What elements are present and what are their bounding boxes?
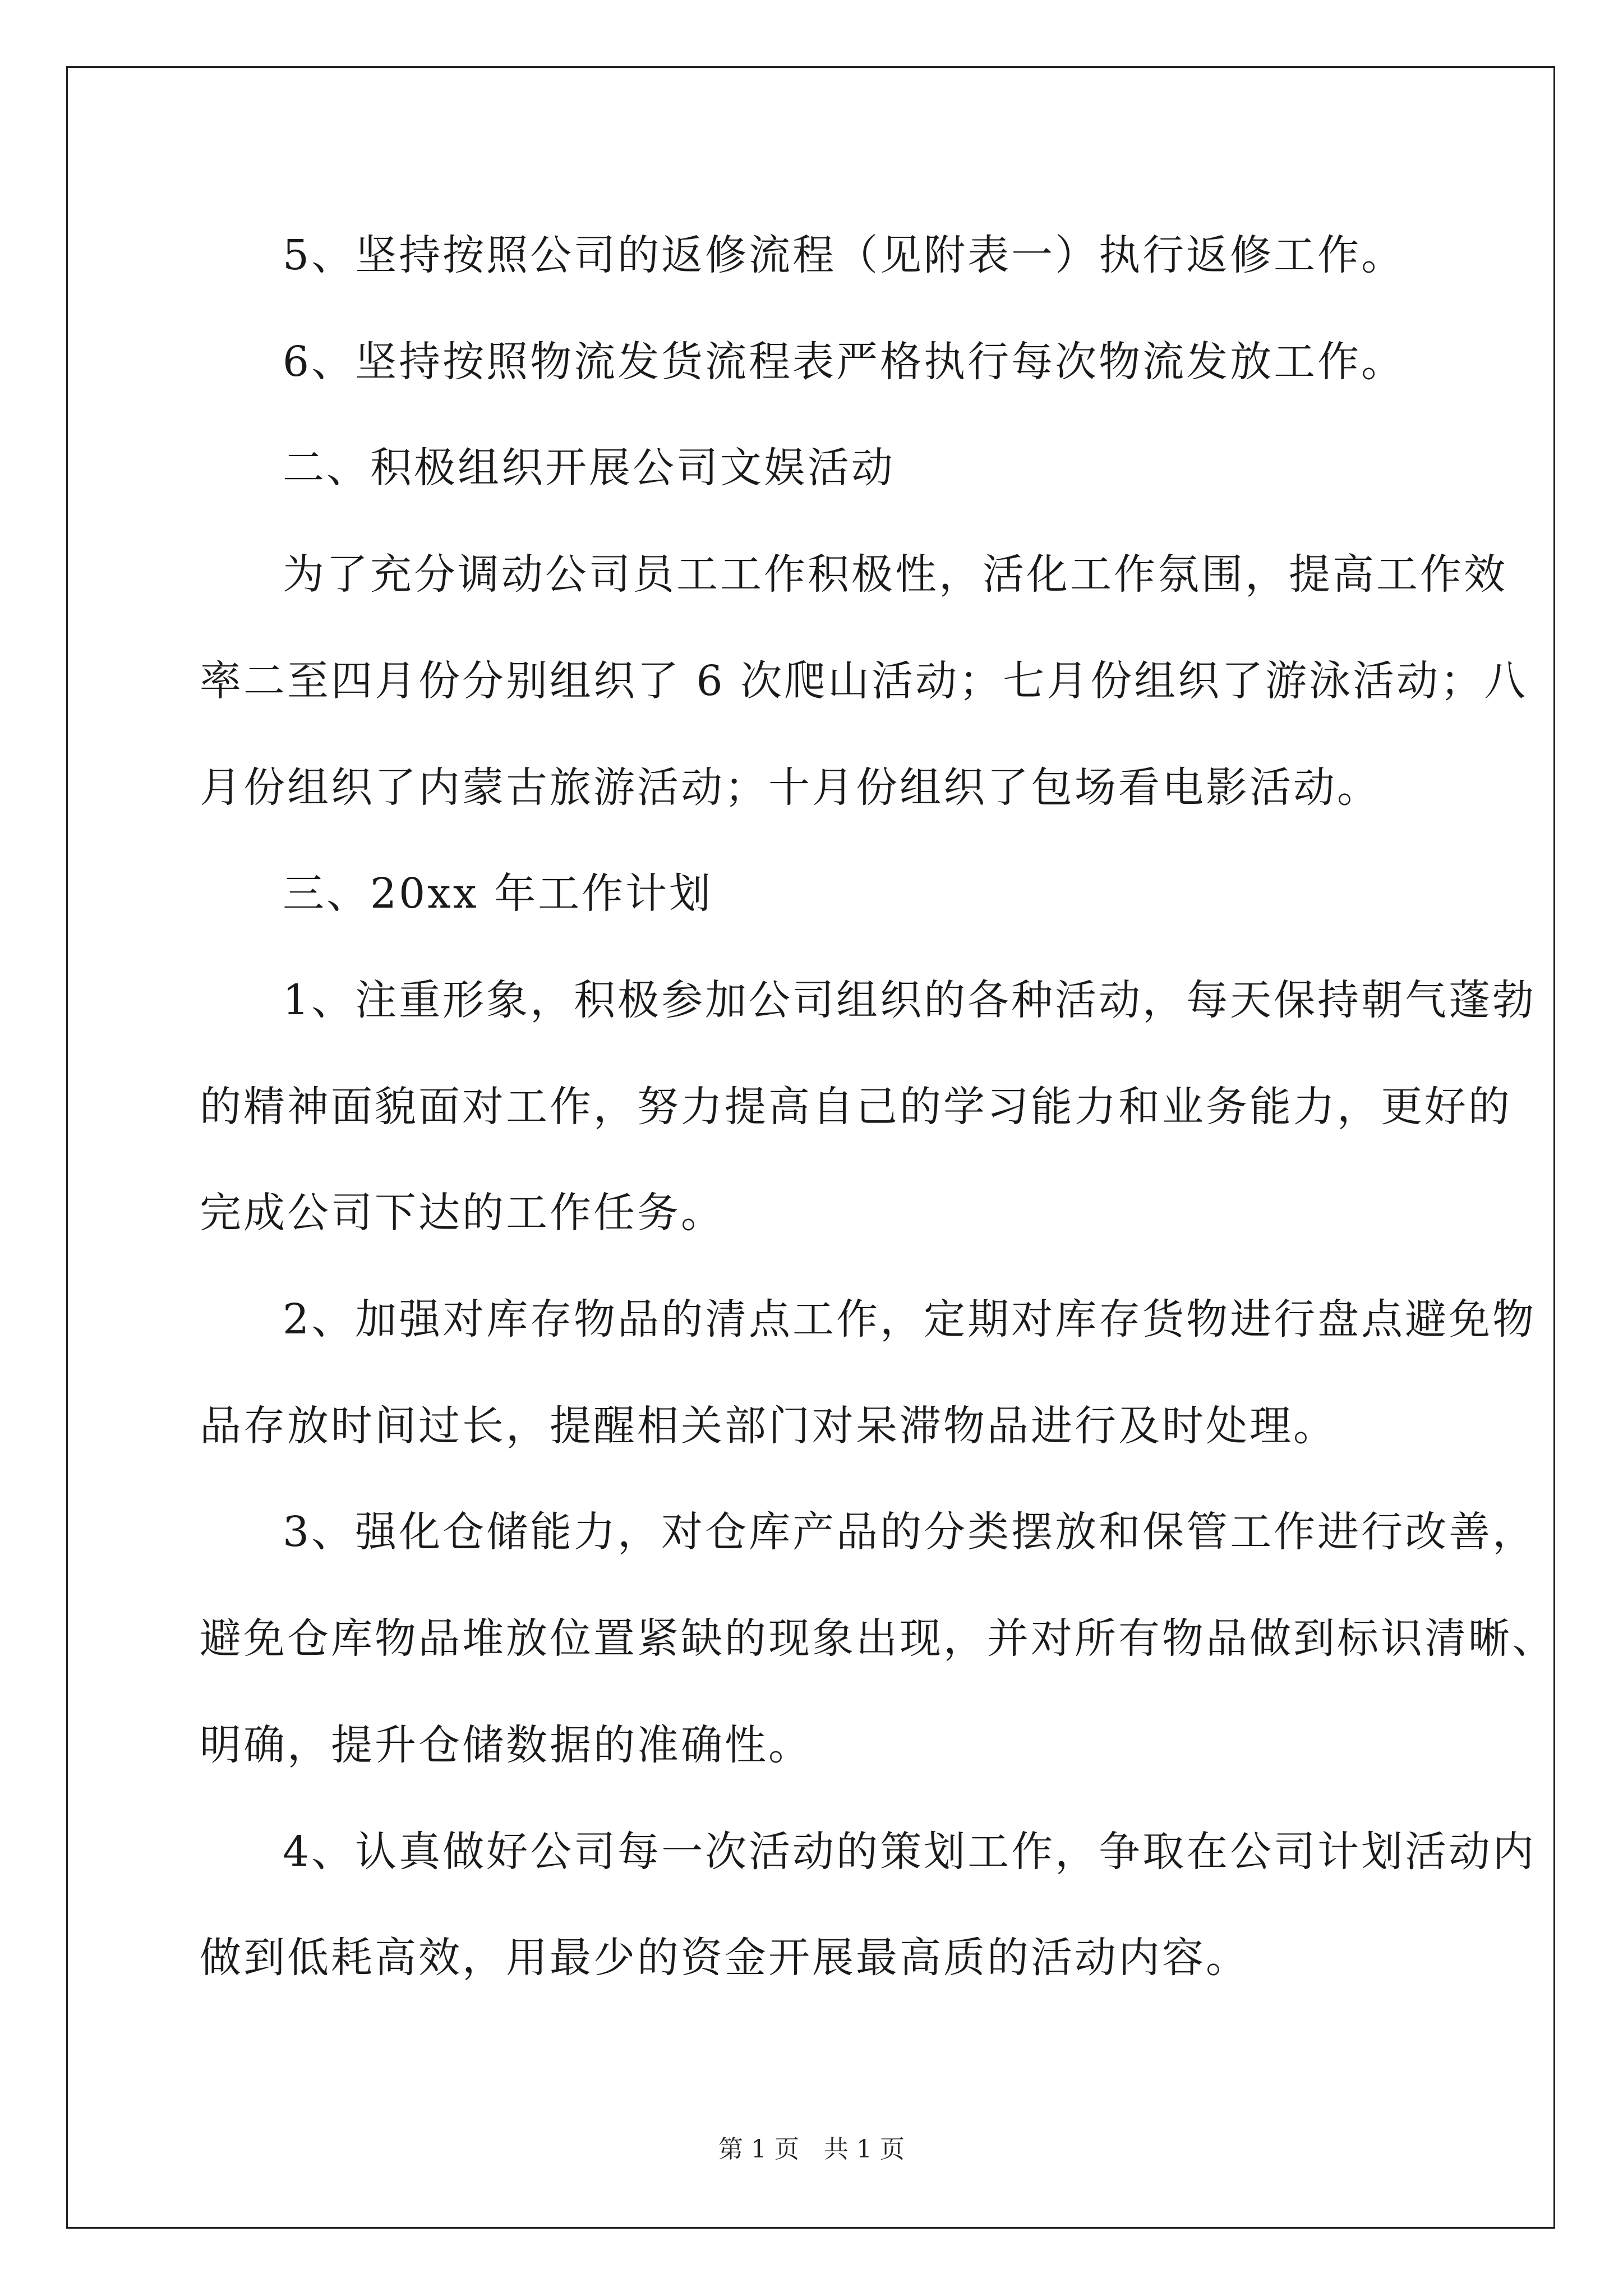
text-line: 避免仓库物品堆放位置紧缺的现象出现，并对所有物品做到标识清晰、 [200,1614,1556,1663]
text-line: 月份组织了内蒙古旅游活动；十月份组织了包场看电影活动。 [200,763,1381,812]
text-line: 完成公司下达的工作任务。 [200,1189,725,1237]
page-footer: 第 1 页 共 1 页 [718,2135,905,2164]
text-line: 明确，提升仓储数据的准确性。 [200,1721,812,1769]
text-line: 品存放时间过长，提醒相关部门对呆滞物品进行及时处理。 [200,1402,1337,1450]
text-line: 的精神面貌面对工作，努力提高自己的学习能力和业务能力，更好的 [200,1083,1512,1131]
section-heading: 二、积极组织开展公司文娱活动 [283,444,895,492]
text-line: 6、坚持按照物流发货流程表严格执行每次物流发放工作。 [283,338,1405,386]
text-line: 2、加强对库存物品的清点工作，定期对库存货物进行盘点避免物 [283,1295,1537,1343]
text-line: 率二至四月份分别组织了 6 次爬山活动；七月份组织了游泳活动；八 [200,657,1528,705]
text-line: 5、坚持按照公司的返修流程（见附表一）执行返修工作。 [283,231,1405,279]
text-line: 4、认真做好公司每一次活动的策划工作，争取在公司计划活动内 [283,1828,1537,1876]
text-line: 3、强化仓储能力，对仓库产品的分类摆放和保管工作进行改善， [283,1508,1537,1556]
text-line: 做到低耗高效，用最少的资金开展最高质的活动内容。 [200,1934,1249,1982]
section-heading: 三、20xx 年工作计划 [283,869,713,918]
text-line: 1、注重形象，积极参加公司组织的各种活动，每天保持朝气蓬勃 [283,976,1537,1024]
text-line: 为了充分调动公司员工工作积极性，活化工作氛围，提高工作效 [283,550,1507,599]
